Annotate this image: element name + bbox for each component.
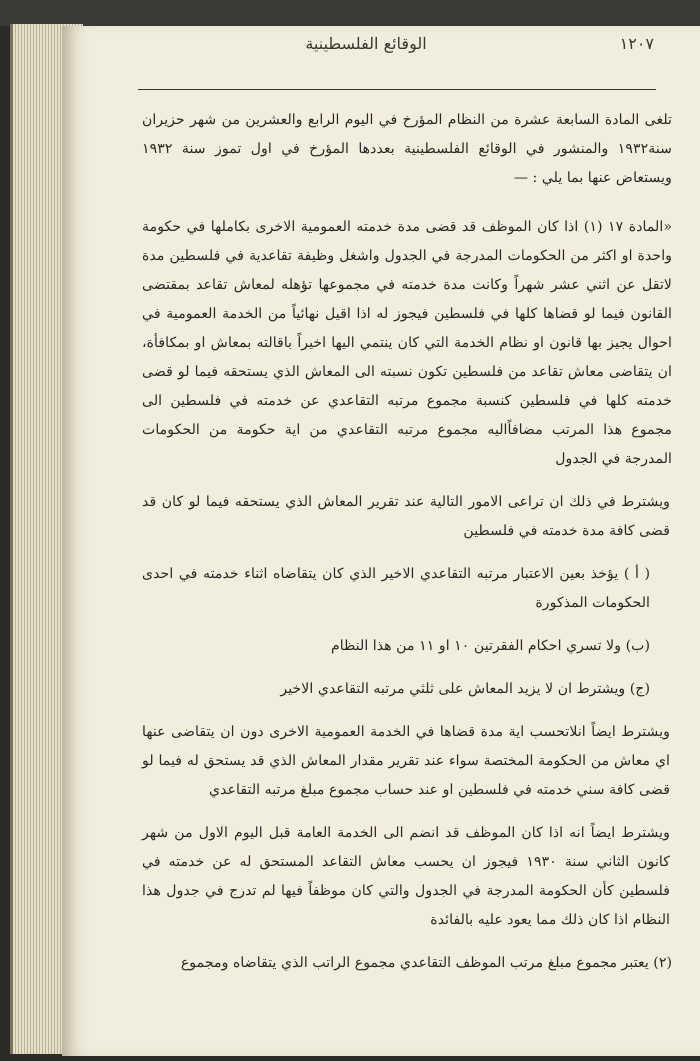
page-body bbox=[142, 106, 672, 978]
article-17-clause-2: (٢) يعتبر مجموع مبلغ مرتب الموظف التقاعدي مجموع الراتب الذي يتقاضاه ومجموع bbox=[180, 955, 672, 971]
page-number: ١٢٠٧ bbox=[619, 34, 654, 53]
intro-paragraph: تلغى المادة السابعة عشرة من النظام المؤرخ في اليوم الرابع والعشرين من شهر حزيران سنة١٩٣٢ والمنشور في الوقائع الفلسطينية بعددها المؤرخ في اول تموز سنة ١٩٣٢ ويستعاض عنها بما يلي : — bbox=[142, 112, 672, 186]
condition-paragraph-3: ويشترط ايضاً انه اذا كان الموظف قد انضم الى الخدمة العامة قبل اليوم الاول من شهر كانون الثاني سنة ١٩٣٠ فيجوز ان يحسب معاش التقاعد المستحق له عن خدمته في فلسطين كأن الحكومة المدرجة في الجدول والتي كان موظفاً فيها لم تدرج في جدول هذا النظام اذا كان ذلك مما يعود عليه بالفائدة bbox=[142, 825, 670, 928]
book-binding-top bbox=[0, 0, 700, 26]
page-header bbox=[78, 34, 654, 64]
condition-paragraph-2: ويشترط ايضاً انلاتحسب اية مدة قضاها في الخدمة العمومية الاخرى دون ان يتقاضى عنها اي معاش من الحكومة المختصة سواء عند تقرير مقدار المعاش الذي قد يستحق له فيما لو قضى كافة سني خدمته في فلسطين او عند حساب مجموع مبلغ مرتبه التقاعدي bbox=[142, 724, 670, 798]
article-17-clause-1: «المادة ١٧ (١) اذا كان الموظف قد قضى مدة خدمته العمومية الاخرى بكاملها في حكومة واحدة او اكثر من الحكومات المدرجة في الجدول واشغل وظيفة تقاعدية في فلسطين مدة لاتقل عن اثني عشر شهراً وكانت مدة خدمته في مجموعها تؤهله لمعاش تقاعد بمقتضى القانون فيما لو قضاها كلها في فلسطين فيجوز له اذا اقيل نهائياً من الخدمة العمومية في احوال يجيز بها قانون او نظام الخدمة التي كان ينتمي اليها اخيراً باقالته بمعاش او بمكافأة، ان يتقاضى معاش تقاعد من فلسطين تكون نسبته الى المعاش الذي يستحقه فيما لو قضى خدمته كلها في فلسطين كنسبة مجموع مرتبه التقاعدي عن خدمته في فلسطين الى مجموع هذا المرتب مضافاًاليه مجموع مرتبه التقاعدي من اية حكومة من الحكومات المدرجة في الجدول bbox=[142, 219, 672, 467]
item-b: (ب) ولا تسري احكام الفقرتين ١٠ او ١١ من هذا النظام bbox=[330, 638, 650, 654]
item-a: ( أ ) يؤخذ بعين الاعتبار مرتبه التقاعدي الاخير الذي كان يتقاضاه اثناء خدمته في احدى الحكومات المذكورة bbox=[142, 566, 650, 611]
condition-paragraph-1: ويشترط في ذلك ان تراعى الامور التالية عند تقرير المعاش الذي يستحقه فيما لو كان قد قضى كافة مدة خدمته في فلسطين bbox=[142, 494, 670, 539]
item-c: (ج) ويشترط ان لا يزيد المعاش على ثلثي مرتبه التقاعدي الاخير bbox=[280, 681, 650, 697]
running-title: الوقائع الفلسطينية bbox=[305, 34, 427, 53]
header-rule bbox=[138, 89, 656, 90]
